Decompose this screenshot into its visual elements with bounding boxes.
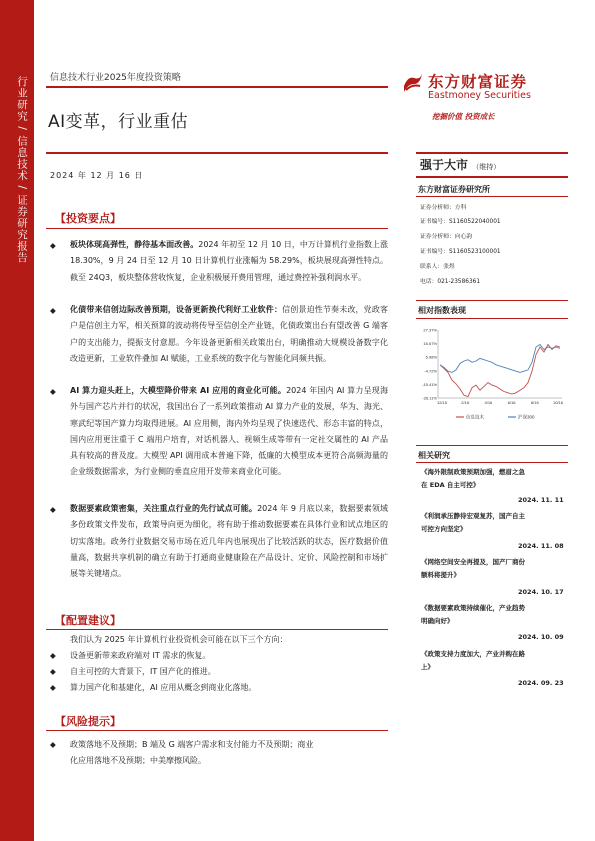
related-heading: 相关研究	[418, 451, 450, 460]
related-title-line: 在 EDA 自主可控》	[421, 480, 480, 489]
bullet-diamond: ◆	[50, 387, 56, 396]
related-report-date: 2024. 11. 08	[518, 542, 564, 550]
x-tick-label: 12/15	[436, 400, 448, 405]
contact-person: 联系人：张煜	[420, 264, 455, 270]
bullet-diamond: ◆	[50, 241, 56, 250]
rating-bottom-rule	[416, 176, 568, 178]
risk-rule	[46, 730, 388, 731]
related-report-date: 2024. 09. 23	[518, 679, 564, 687]
config-rule	[46, 629, 388, 630]
highlight-lead: 化债带来信创边际改善预期，设备更新换代利好工业软件：	[70, 305, 283, 314]
config-heading: 【配置建议】	[55, 614, 121, 627]
rating-top-rule	[416, 152, 568, 154]
x-tick-label: 10/16	[552, 400, 564, 405]
y-tick-label: 16.67%	[423, 341, 437, 347]
related-report-title	[421, 556, 566, 581]
highlight-body: 2024 年国内 AI 算力呈现海外与国产芯片并行的状况，我国出台了一系列政策推动 AI 算力产业的发展，华为、海光、寒武纪等国产算力均取得进展。AI 应用侧，海内外均呈现了快速迭代、形态丰富的特点，国内应用更注重于 C 端用户培育，对话机器人、视频生成等带有一定社交属性的 AI 产品具有较高的普及度。大模型 API 调用成本普遍下降，低廉的大模型成本更符合高频海量的企业级数据需求，为行业侧的垂直应用开发带来商业化可能。	[70, 386, 388, 477]
brand-name-en: Eastmoney Securities	[428, 90, 531, 101]
contact-phone: 电话：021-23586361	[420, 279, 481, 285]
y-tick-label: -26.11%	[422, 395, 437, 401]
highlight-lead: AI 算力迎头赶上，大模型降价带来 AI 应用的商业化可能。	[70, 386, 287, 395]
highlight-paragraph	[70, 383, 388, 481]
related-title-line: 《政策支持力度加大，产业并购在路	[421, 650, 525, 658]
report-date: 2024 年 12 月 16 日	[50, 171, 144, 180]
analyst-name: 证券分析师：向心韵	[420, 234, 473, 240]
related-title-line: 明确向好》	[421, 616, 454, 625]
related-report-title	[421, 466, 566, 491]
legend-label: 信息技术	[466, 414, 484, 420]
related-title-line: 《网络空间安全再提及，国产厂商份	[421, 558, 525, 566]
related-title-line: 《数据要素政策持续催化，产业趋势	[421, 604, 525, 612]
x-tick-label: 8/16	[530, 400, 539, 405]
related-title-line: 额料将提升》	[421, 570, 460, 579]
chart-heading: 相对指数表现	[418, 306, 466, 315]
relative-index-chart	[416, 322, 568, 428]
highlights-rule	[46, 228, 388, 229]
risk-line: 化应用落地不及预期；中美摩擦风险。	[70, 756, 206, 765]
related-report-date: 2024. 11. 11	[518, 496, 564, 504]
brand-slogan: 挖掘价值 投资成长	[432, 112, 495, 121]
x-tick-label: 6/16	[507, 400, 516, 405]
bullet-diamond: ◆	[50, 740, 56, 749]
bullet-diamond: ◆	[50, 667, 56, 676]
related-title-rule	[416, 462, 568, 463]
highlight-paragraph	[70, 237, 388, 286]
analyst-cert: 证书编号：S1160523100001	[420, 249, 501, 255]
y-tick-label: 5.98%	[425, 354, 437, 360]
highlight-body: 2024 年初至 12 月 10 日，中万计算机行业指数上涨 18.30%，9 月 24 日至 12 月 10 日计算机行业涨幅为 58.29%，板块展现高弹性特点。截至 24Q3，板块整体营收恢复，企业积极展开费用管理，通过费控补强利润水平。	[70, 240, 389, 282]
y-tick-label: 27.37%	[423, 327, 437, 333]
sidebar-category-text: 行业研究 / 信息技术 / 证券研究报告	[16, 76, 28, 264]
series-line	[440, 345, 560, 373]
header-divider	[46, 86, 388, 88]
risk-heading: 【风险提示】	[55, 715, 121, 728]
config-item: 设备更新带来政府端对 IT 需求的恢复。	[70, 651, 211, 660]
related-title-line: 可控方向坚定》	[421, 524, 467, 533]
related-title-line: 《利润承压静待宏观复苏，国产自主	[421, 512, 525, 520]
title-divider	[46, 152, 388, 154]
institute-name: 东方财富证券研究所	[418, 185, 490, 194]
highlight-body: 2024 年 9 月底以来，数据要素领域多份政策文件发布，政策导向更为细化，将有助于推动数据要素在具体行业和试点地区的切实落地。政务行业数据交易市场在近几年内也展现出了比较活跃的状态，医疗数据价值量高，数据共享机制的确立有助于打通商业健康险在产品设计、定价、风险控制和市场扩展等关键堵点。	[70, 504, 389, 579]
document-type: 信息技术行业2025年度投资策略	[50, 73, 181, 83]
page-title: AI变革，行业重估	[48, 112, 189, 132]
brand-name-cn: 东方财富证券	[428, 73, 528, 91]
bullet-diamond: ◆	[50, 505, 56, 514]
related-report-date: 2024. 10. 09	[518, 633, 564, 641]
bullet-diamond: ◆	[50, 651, 56, 660]
rating-value: 强于大市	[420, 158, 469, 172]
analyst-name: 证券分析师：方科	[420, 205, 467, 211]
related-title-line: 《海外限制政策预期加强，燃眉之急	[421, 468, 525, 476]
highlights-heading: 【投资要点】	[55, 212, 121, 225]
risk-line: 政策落地不及预期；B 端及 G 端客户需求和支付能力不及预期；商业	[70, 740, 314, 749]
brand-logo	[400, 66, 560, 112]
x-tick-label: 2/16	[461, 400, 470, 405]
related-report-title	[421, 602, 566, 627]
y-tick-label: -15.41%	[422, 381, 437, 387]
highlight-lead: 数据要素政策密集，关注重点行业的先行试点可能。	[70, 504, 258, 513]
chart-title-rule	[416, 318, 568, 319]
chart-top-rule	[416, 300, 568, 301]
config-intro: 我们认为 2025 年计算机行业投资机会可能在以下三个方向：	[70, 635, 288, 644]
institute-rule	[416, 196, 568, 197]
related-report-title	[421, 648, 566, 673]
rating-note: （维持）	[472, 163, 501, 171]
related-top-rule	[416, 445, 568, 446]
config-item: 算力国产化和基建化，AI 应用从概念到商业化落地。	[70, 683, 257, 692]
series-line	[440, 345, 560, 397]
related-title-line: 上》	[421, 662, 434, 671]
bullet-diamond: ◆	[50, 683, 56, 692]
config-item: 自主可控的大背景下，IT 国产化的推进。	[70, 667, 216, 676]
y-tick-label: -4.72%	[424, 368, 437, 374]
rating-block	[420, 156, 500, 173]
related-report-date: 2024. 10. 17	[518, 588, 564, 596]
highlight-body: 信创景迫性节奏未改，党政客户是信创主力军，相关预算的波动将传导至信创全产业链，化债政策出台有望改善 G 端客户的支出能力，提振支付意愿。今年设备更新相关政策出台，明确推动大规模设备数字化改造更新，工业软件叠加 AI 赋能，工业系统的数字化与智能化同频共振。	[70, 305, 389, 363]
x-tick-label: 4/16	[484, 400, 493, 405]
highlight-paragraph	[70, 302, 388, 367]
related-report-title	[421, 510, 566, 535]
bullet-diamond: ◆	[50, 306, 56, 315]
highlight-paragraph	[70, 501, 388, 582]
logo-mark-icon	[402, 72, 424, 94]
legend-label: 沪深300	[518, 414, 535, 420]
highlight-lead: 板块体现高弹性，静待基本面改善。	[70, 240, 199, 249]
analyst-cert: 证书编号：S1160522040001	[420, 219, 501, 225]
